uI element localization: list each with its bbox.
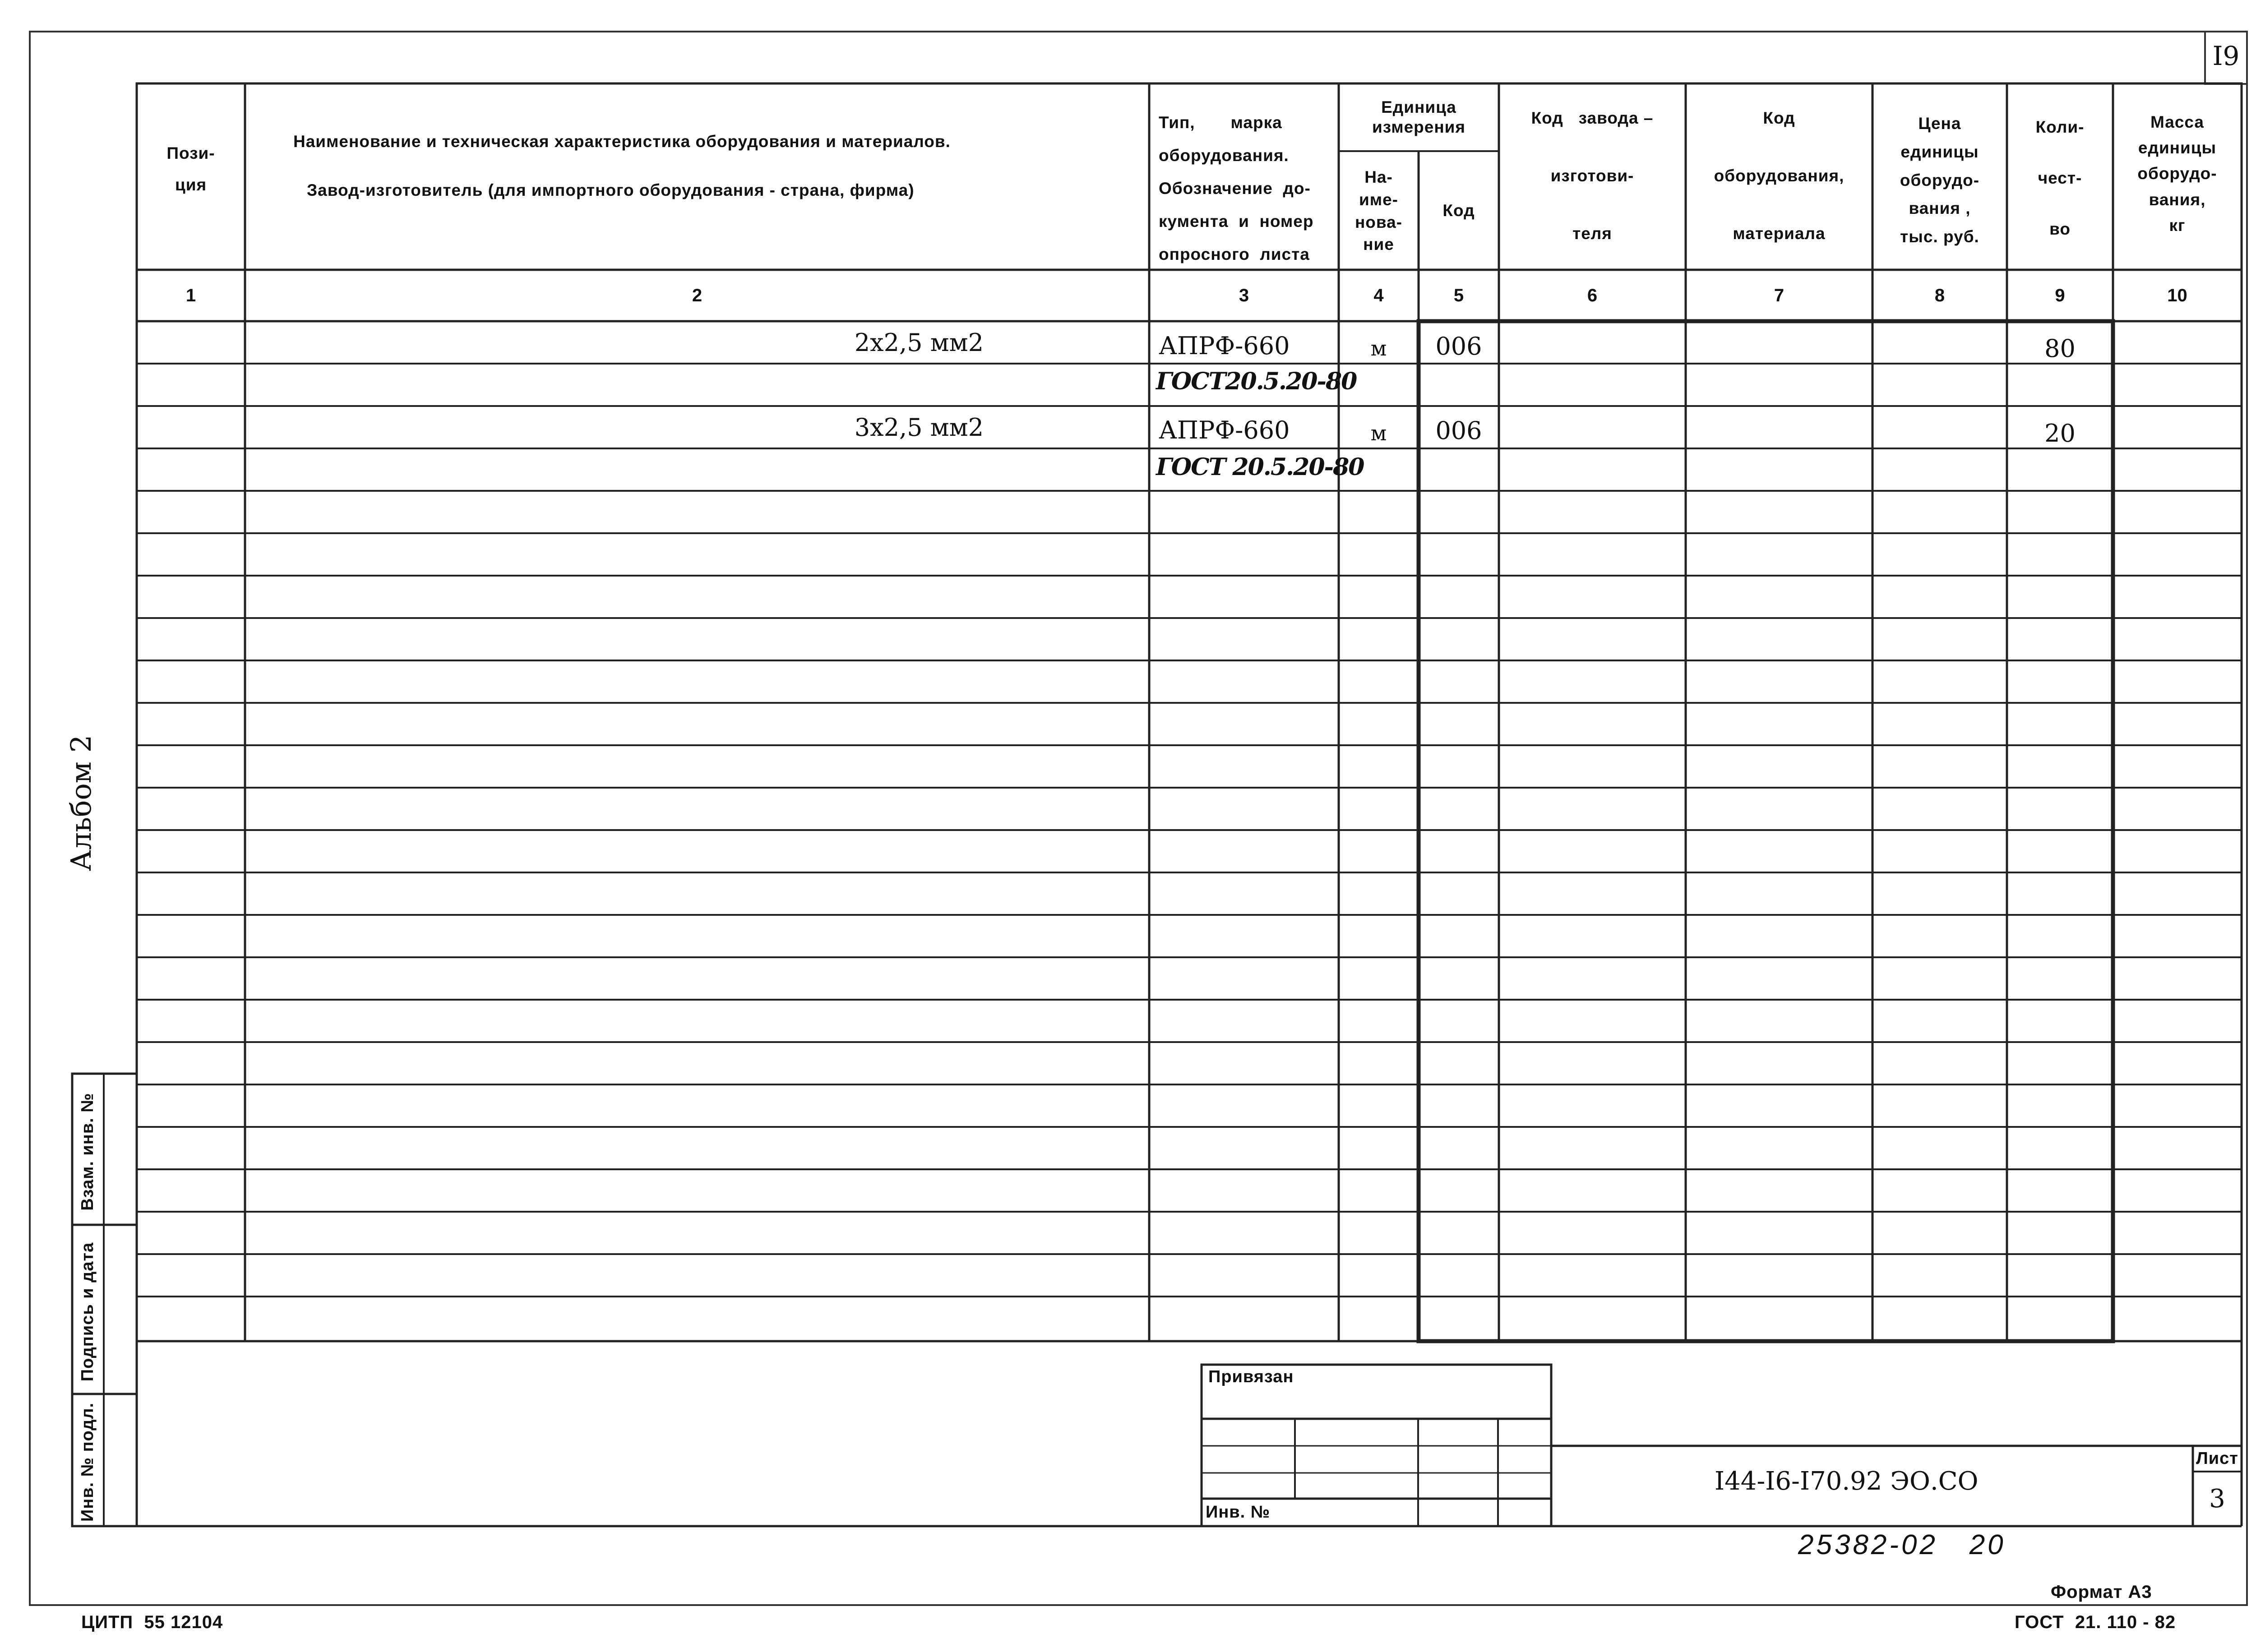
header-unit-name-line1: На- [1364, 167, 1393, 186]
header-unit-line1: Единица [1381, 97, 1456, 116]
left-footer: ЦИТП 55 12104 [81, 1612, 223, 1632]
row1-unit: м [1370, 336, 1387, 361]
header-equipment-code-line1: Код [1763, 109, 1795, 127]
column-number-10: 10 [2167, 286, 2187, 305]
header-quantity [2007, 117, 2113, 239]
right-footer: ГОСТ 21. 110 - 82 [2015, 1612, 2176, 1632]
header-quantity-line1: Коли- [2035, 118, 2085, 136]
row4-type: ГОСТ 20.5.20-80 [1156, 453, 1364, 481]
header-equipment-code-line3: материала [1733, 224, 1826, 243]
stamp-bound-label: Привязан [1208, 1367, 1294, 1386]
header-type-line2: оборудования. [1159, 146, 1289, 165]
header-unit-name-line3: нова- [1355, 212, 1403, 231]
column-number-4: 4 [1373, 286, 1384, 305]
header-mass-line4: вания, [2149, 190, 2206, 209]
header-equipment-code [1686, 108, 1872, 244]
header-factory-code [1499, 108, 1686, 244]
row3-code: 006 [1435, 416, 1482, 445]
header-unit-code: Код [1442, 201, 1475, 220]
header-name-line1: Наименование и техническая характеристика оборудования и материалов. [293, 132, 951, 151]
stamp-inv-label: Инв. № [1206, 1503, 1271, 1522]
header-position [137, 135, 245, 203]
header-mass-line5: кг [2169, 216, 2186, 235]
header-quantity-line2: чест- [2038, 168, 2082, 187]
header-equipment-code-line2: оборудования, [1714, 166, 1845, 185]
row3-qty: 20 [2044, 419, 2076, 448]
header-price-line2: единицы [1900, 142, 1979, 161]
row3-unit: м [1370, 421, 1387, 446]
column-number-2: 2 [692, 286, 703, 305]
header-type [1159, 106, 1335, 271]
header-unit-name-line2: име- [1359, 190, 1398, 209]
format-label: Формат А3 [2051, 1582, 2152, 1602]
header-price-line3: оборудо- [1900, 171, 1980, 189]
header-mass-line3: оборудо- [2137, 164, 2217, 183]
column-number-7: 7 [1774, 286, 1784, 305]
header-price-line4: вания , [1909, 199, 1971, 218]
row2-type: ГОСТ20.5.20-80 [1156, 368, 1357, 395]
header-unit-line2: измерения [1372, 118, 1466, 136]
header-factory-code-line3: теля [1572, 224, 1612, 243]
header-factory-code-line2: изготови- [1550, 166, 1634, 185]
header-position-line1: Пози- [166, 143, 215, 162]
row3-name: 3х2,5 мм2 [854, 413, 984, 442]
album-label: Альбом 2 [64, 734, 97, 872]
side-stamp-signature-date: Подпись и дата [78, 1242, 97, 1382]
column-number-8: 8 [1934, 286, 1945, 305]
header-mass-line2: единицы [2138, 138, 2217, 157]
column-number-1: 1 [185, 286, 196, 305]
header-type-line1: Тип, марка [1159, 113, 1282, 132]
header-name-line2: Завод-изготовитель (для импортного оборудования - страна, фирма) [307, 181, 915, 199]
handwritten-number: 25382-02 20 [1798, 1529, 2006, 1560]
row3-type: АПРФ-660 [1159, 416, 1290, 444]
header-unit-name [1339, 156, 1419, 266]
stamp-document-code: I44-I6-I70.92 ЭО.СО [1715, 1467, 1979, 1496]
side-stamp-original-inv: Инв. № подл. [78, 1402, 97, 1522]
header-unit [1339, 92, 1499, 142]
header-price [1872, 104, 2007, 257]
row1-name: 2х2,5 мм2 [854, 328, 984, 357]
header-price-line5: тыс. руб. [1900, 227, 1979, 246]
header-position-line2: ция [175, 175, 207, 194]
row1-qty: 80 [2044, 334, 2076, 363]
header-unit-name-line4: ние [1363, 235, 1394, 254]
row1-type: АПРФ-660 [1159, 332, 1290, 360]
header-mass-line1: Масса [2150, 112, 2205, 131]
column-number-6: 6 [1587, 286, 1598, 305]
header-type-line3: Обозначение до- [1159, 179, 1311, 198]
header-price-line1: Цена [1918, 114, 1961, 133]
stamp-sheet-number: 3 [2209, 1484, 2225, 1514]
row1-code: 006 [1435, 332, 1482, 360]
column-number-3: 3 [1239, 286, 1249, 305]
header-type-line4: кумента и номер [1159, 212, 1314, 231]
side-stamp-replace-inv: Взам. инв. № [78, 1093, 97, 1211]
stamp-sheet-label: Лист [2196, 1449, 2238, 1468]
header-quantity-line3: во [2049, 219, 2071, 238]
header-factory-code-line1: Код завода – [1531, 109, 1654, 127]
column-number-9: 9 [2055, 286, 2065, 305]
column-number-5: 5 [1453, 286, 1464, 305]
corner-sheet-number: I9 [2212, 41, 2240, 72]
header-mass [2113, 97, 2242, 250]
header-type-line5: опросного листа [1159, 245, 1310, 263]
